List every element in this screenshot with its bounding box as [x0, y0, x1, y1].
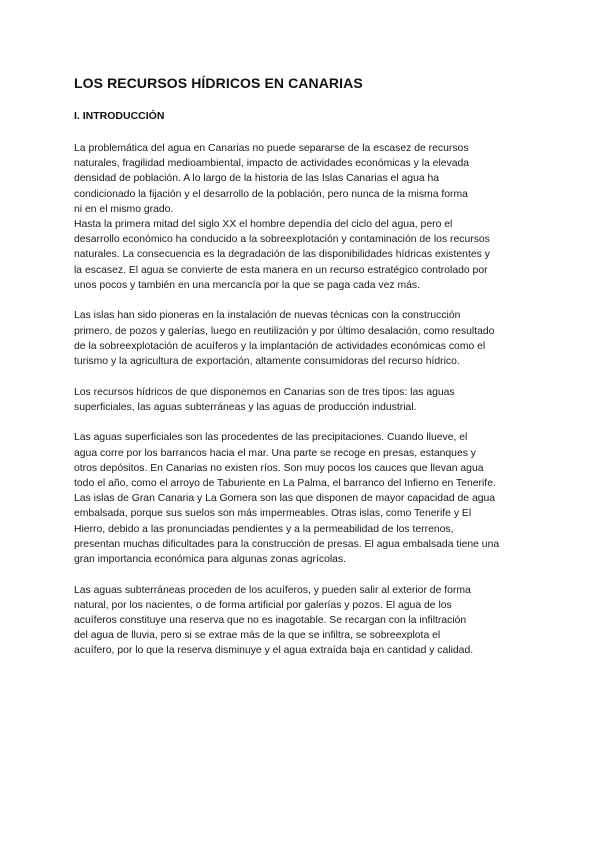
- paragraph-islas-pioneras: [74, 308, 534, 369]
- paragraph-aguas-subterraneas: [74, 583, 534, 659]
- section-heading: I. INTRODUCCIÓN: [74, 110, 165, 122]
- paragraph-problematica: [74, 141, 534, 217]
- text-line: otros depósitos. En Canarias no existen ríos. Son muy pocos los cauces que llevan agua: [74, 462, 484, 474]
- text-line: presentan muchas dificultades para la construcción de presas. El agua embalsada tiene una: [74, 538, 500, 550]
- text-line: Hasta la primera mitad del siglo XX el hombre dependía del ciclo del agua, pero el: [74, 219, 453, 231]
- text-line: gran importancia económica para algunas zonas agrícolas.: [74, 554, 347, 566]
- text-line: naturales, fragilidad medioambiental, impacto de actividades económicas y la elevada: [74, 158, 470, 170]
- text-line: Las aguas superficiales son las procedentes de las precipitaciones. Cuando llueve, el: [74, 432, 468, 444]
- text-line: condicionado la fijación y el desarrollo de la población, pero nunca de la misma forma: [74, 188, 468, 200]
- text-line: Los recursos hídricos de que disponemos en Canarias son de tres tipos: las aguas: [74, 386, 455, 398]
- text-line: ni en el mismo grado.: [74, 203, 174, 215]
- text-line: Las aguas subterráneas proceden de los acuíferos, y pueden salir al exterior de forma: [74, 584, 471, 596]
- text-line: todo el año, como el arroyo de Taburiente en La Palma, el barranco del Infierno en Tenerife.: [74, 478, 496, 490]
- text-line: acuíferos constituye una reserva que no es inagotable. Se recargan con la infiltración: [74, 615, 467, 627]
- text-line: superficiales, las aguas subterráneas y las aguas de producción industrial.: [74, 401, 417, 413]
- text-line: embalsada, porque sus suelos son más impermeables. Otras islas, como Tenerife y El: [74, 508, 472, 520]
- text-line: desarrollo económico ha conducido a la sobreexplotación y contaminación de los recursos: [74, 234, 490, 246]
- paragraph-aguas-superficiales: [74, 430, 534, 567]
- paragraph-tipos-recursos: [74, 385, 534, 415]
- text-line: de la sobreexplotación de acuíferos y la implantación de actividades económicas como el: [74, 340, 486, 352]
- text-line: densidad de población. A lo largo de la historia de las Islas Canarias el agua ha: [74, 173, 440, 185]
- text-line: natural, por los nacientes, o de forma artificial por galerías y pozos. El agua de los: [74, 599, 452, 611]
- text-line: Las islas han sido pioneras en la instalación de nuevas técnicas con la construcción: [74, 310, 461, 322]
- text-line: agua corre por los barrancos hacia el mar. Una parte se recoge en presas, estanques y: [74, 447, 476, 459]
- text-line: Hierro, debido a las pronunciadas pendientes y a la permeabilidad de los terrenos,: [74, 523, 454, 535]
- text-line: La problemática del agua en Canarias no puede separarse de la escasez de recursos: [74, 143, 469, 154]
- text-line: Las islas de Gran Canaria y La Gomera son las que disponen de mayor capacidad de agua: [74, 493, 496, 505]
- text-line: acuífero, por lo que la reserva disminuye y el agua extraída baja en cantidad y calidad.: [74, 645, 474, 657]
- text-line: la escasez. El agua se convierte de esta manera en un recurso estratégico controlado por: [74, 264, 488, 276]
- document-body: [74, 141, 534, 674]
- text-line: unos pocos y también en una mercancía por la que se paga cada vez más.: [74, 279, 420, 291]
- text-line: naturales. La consecuencia es la degradación de las disponibilidades hídricas existentes y: [74, 249, 490, 261]
- text-line: turismo y la agricultura de exportación, altamente consumidoras del recurso hídrico.: [74, 356, 460, 368]
- text-line: primero, de pozos y galerías, luego en reutilización y por último desalación, como resultado: [74, 325, 495, 337]
- paragraph-siglo-xx: [74, 217, 534, 293]
- text-line: del agua de lluvia, pero si se extrae más de la que se infiltra, se sobreexplota el: [74, 630, 441, 642]
- document-title: LOS RECURSOS HÍDRICOS EN CANARIAS: [74, 75, 363, 91]
